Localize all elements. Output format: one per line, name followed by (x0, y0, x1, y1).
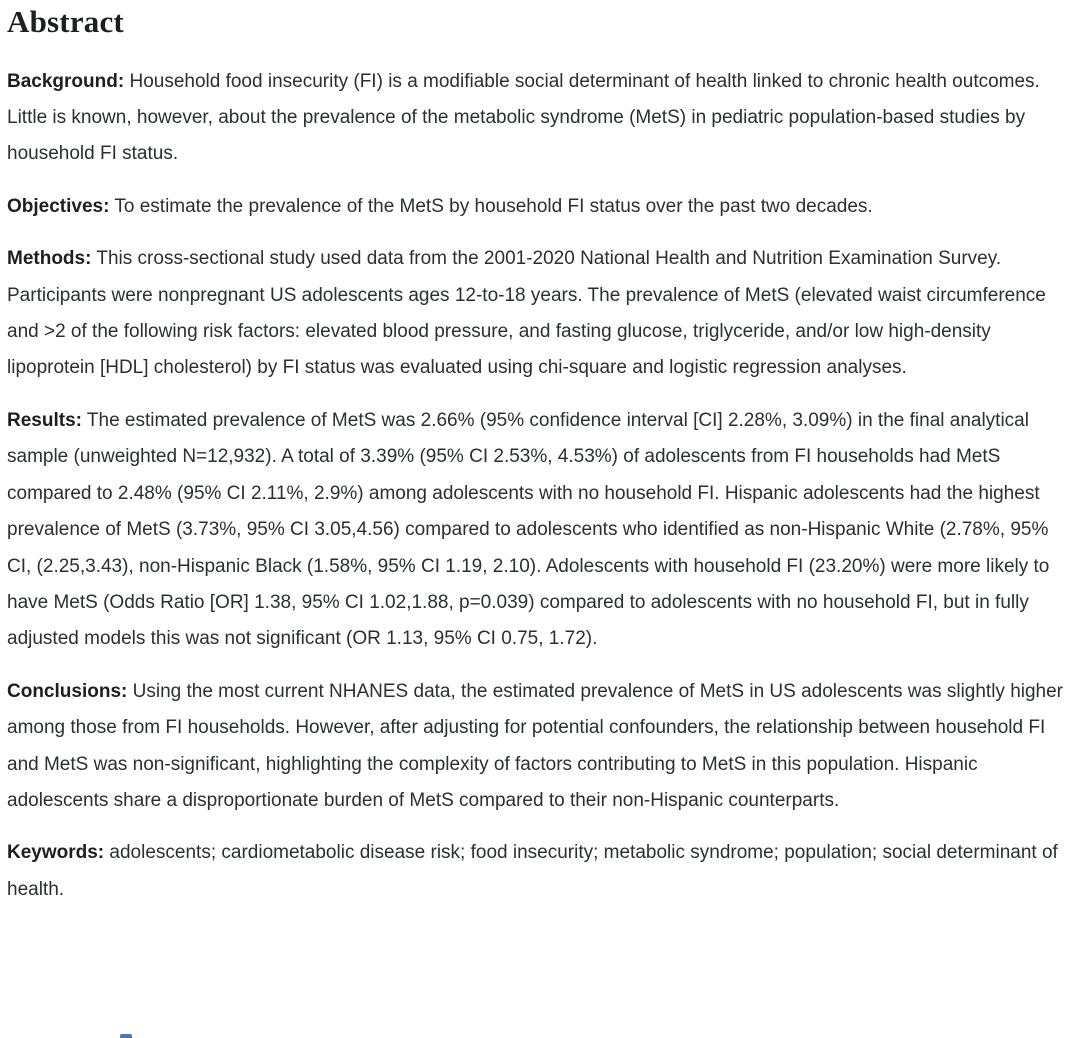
paragraph-conclusions (7, 674, 1070, 820)
paragraph-objectives (7, 189, 1070, 225)
results-label: Results: (7, 409, 82, 431)
partial-cutoff-element[interactable] (120, 1034, 132, 1038)
background-text: Household food insecurity (FI) is a modifiable social determinant of health linked to chronic health outcomes. Little is known, however, about the prevalence of the metabolic syndrome (MetS) in pediatric population-based studies by household FI status. (7, 70, 1040, 165)
results-text: The estimated prevalence of MetS was 2.66% (95% confidence interval [CI] 2.28%, 3.09%) in the final analytical sample (unweighted N=12,932). A total of 3.39% (95% CI 2.53%, 4.53%) of adolescents from FI households had MetS compared to 2.48% (95% CI 2.11%, 2.9%) among adolescents with no household FI. Hispanic adolescents had the highest prevalence of MetS (3.73%, 95% CI 3.05,4.56) compared to adolescents who identified as non-Hispanic White (2.78%, 95% CI, (2.25,3.43), non-Hispanic Black (1.58%, 95% CI 1.19, 2.10). Adolescents with household FI (23.20%) were more likely to have MetS (Odds Ratio [OR] 1.38, 95% CI 1.02,1.88, p=0.039) compared to adolescents with no household FI, but in fully adjusted models this was not significant (OR 1.13, 95% CI 0.75, 1.72). (7, 409, 1050, 650)
paragraph-background (7, 64, 1070, 173)
conclusions-text: Using the most current NHANES data, the estimated prevalence of MetS in US adolescents was slightly higher among those from FI households. However, after adjusting for potential confounders, the relationship between household FI and MetS was non-significant, highlighting the complexity of factors contributing to MetS in this population. Hispanic adolescents share a disproportionate burden of MetS compared to their non-Hispanic counterparts. (7, 680, 1064, 811)
objectives-label: Objectives: (7, 195, 110, 217)
paragraph-methods (7, 241, 1070, 387)
keywords-label: Keywords: (7, 842, 105, 864)
background-label: Background: (7, 70, 125, 92)
methods-text: This cross-sectional study used data from the 2001-2020 National Health and Nutrition Examination Survey. Participants were nonpregnant US adolescents ages 12-to-18 years. The prevalence of MetS (elevated waist circumference and >2 of the following risk factors: elevated blood pressure, and fasting glucose, triglyceride, and/or low high-density lipoprotein [HDL] cholesterol) by FI status was evaluated using chi-square and logistic regression analyses. (7, 248, 1046, 379)
abstract-heading: Abstract (7, 4, 124, 39)
methods-label: Methods: (7, 248, 92, 270)
keywords-text: adolescents; cardiometabolic disease risk; food insecurity; metabolic syndrome; population; social determinant of health. (7, 842, 1058, 900)
conclusions-label: Conclusions: (7, 680, 128, 702)
objectives-text: To estimate the prevalence of the MetS by household FI status over the past two decades. (114, 195, 873, 217)
paragraph-results (7, 403, 1070, 658)
paragraph-keywords (7, 835, 1070, 908)
